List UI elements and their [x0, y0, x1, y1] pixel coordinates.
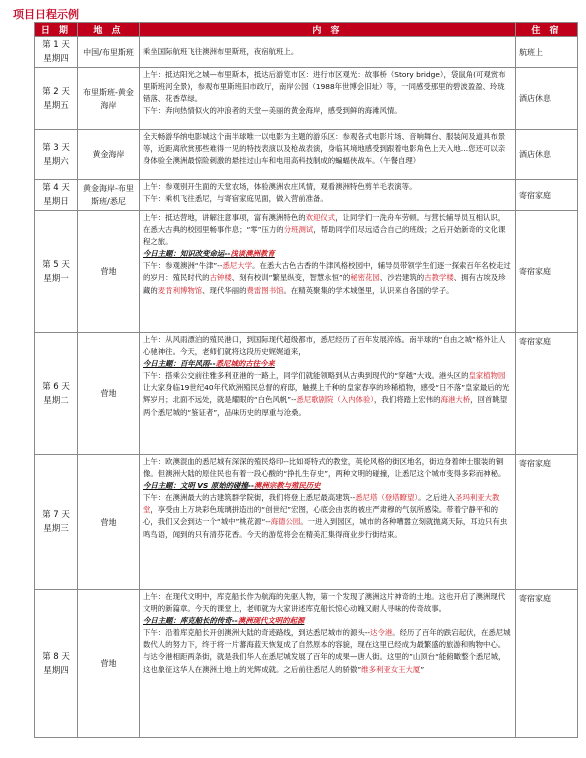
daily-theme: [143, 480, 512, 492]
highlight-text: 麦肯利博物馆: [157, 285, 203, 295]
theme-highlight: 澳洲宗教与殖民历史: [254, 481, 321, 491]
location-cell: 中国/布里斯班: [78, 37, 140, 68]
location-cell: 黄金海岸-布里斯班/悉尼: [78, 180, 140, 211]
content-paragraph: 上午：抵达阳光之城—布里斯本，抵达后游览市区：进行市区观光：故事桥（Story bridge），袋鼠角(可观赏布里斯班河全景)，参观布里斯班旧市政厅，南岸公园（1988年世博会旧址）等，一同感受那里的碧波盈盈、玲珑错落、花香草绿。: [143, 70, 506, 104]
content-paragraph: [143, 492, 512, 540]
weekday: 星期二: [43, 395, 69, 406]
text-span: 、沙岩建筑的: [379, 273, 425, 283]
content-cell: [140, 180, 516, 211]
content-paragraph: 下午：奔向热情似火的冲浪者的天堂—美丽的黄金海岸，感受到鲜的海滩风情。: [143, 106, 402, 116]
content-paragraph: 上午：参观别开生面的天堂农场，体验澳洲农庄风情，观看澳洲特色剪羊毛表演等。: [143, 182, 417, 191]
theme-highlight: 悉尼城的古往今来: [215, 359, 275, 369]
content-paragraph: [143, 370, 512, 418]
content-paragraph: 下午：乘机飞往悉尼，与寄宿家庭见面，做入营前准备。: [143, 194, 328, 204]
content-cell: [140, 455, 516, 590]
text-span: ，享受由上万块彩色琉璃拼造出的“创世纪”宏图，心底会由衷的被庄严肃穆的气氛所感染。带着宁静平和的心，我们又会到达一个“城中”桃花源“--: [143, 505, 499, 527]
content-cell: [140, 130, 516, 180]
text-span: 下午：沿着库克船长开创澳洲大陆的奇迹路线，到达悉尼城市的源头--: [143, 628, 371, 638]
weekday: 星期一: [43, 273, 69, 284]
text-span: ，回首眺望两个悉尼城的“鉴证者”，品味历史的厚重与沧桑。: [143, 395, 508, 417]
content-paragraph: 乘坐国际航班飞往澳洲布里斯班，夜宿航班上。: [143, 46, 299, 56]
highlight-text: 欢迎仪式: [305, 213, 336, 222]
content-cell: [140, 211, 516, 333]
table-row: [35, 68, 578, 130]
day-number: 第 7 天: [42, 510, 70, 520]
daily-theme: [143, 615, 512, 627]
highlight-text: 分班测试: [283, 225, 314, 235]
content-paragraph: 上午：在现代文明中，库克船长作为航海的先驱人物，第一个发现了澳洲这片神奇的土地。这也开启了澳洲现代文明的新篇章。今天的课堂上，老师就为大家讲述库克船长惊心动魄又耐人寻味的传奇故事。: [143, 592, 506, 614]
text-span: 。在精英聚集的学术城堡里，认识来自各国的学子。: [283, 285, 454, 295]
theme-highlight: 澳洲现代文明的起源: [237, 616, 305, 626]
content-cell: [140, 37, 516, 68]
day-number: 第 4 天: [42, 183, 70, 193]
highlight-text: 圣玛利亚大教堂: [143, 493, 500, 515]
theme-highlight: 浅谈澳洲教育: [230, 249, 275, 259]
location-cell: 营地: [78, 590, 140, 738]
day-number: 第 3 天: [42, 142, 70, 153]
stay-cell: 寄宿家庭: [516, 211, 578, 333]
content-paragraph: [143, 260, 512, 296]
content-cell: [140, 333, 516, 455]
daily-theme: [143, 358, 512, 370]
table-row: [35, 37, 578, 68]
table-row: [35, 130, 578, 180]
page-title: 项目日程示例: [13, 8, 79, 21]
day-cell: [35, 68, 78, 130]
schedule-table: [34, 22, 578, 738]
day-cell: [35, 211, 78, 333]
theme-separator: --: [224, 249, 231, 259]
text-span: 。一进入到园区，城市的各种嘈嚣立刻就抛离天际，耳边只有虫鸣鸟语，闻到的只有清芬花香。今天的游览将会在精美汇集得商业步行街结束。: [143, 517, 508, 539]
highlight-text: 悉尼塔（登塔瞭望）: [355, 493, 419, 503]
text-span: ，让同学们一洗舟车劳顿。与营长辅导员互相认识，在悉大古典的校园里畅事作息；“零”压力的: [143, 213, 506, 235]
stay-cell: 航班上: [516, 37, 578, 68]
weekday: 星期五: [43, 100, 69, 111]
stay-cell: 酒店休息: [516, 68, 578, 130]
content-paragraph: 全天畅游华纳电影城这个南半球唯一以电影为主题的游乐区：参观各式电影片场、音响舞台、服装间及道具布景等，近距离欣赏那些难得一见的特技表演以及枪战表演，身临其境地感受到跟着电影角色上天入地…您还可以亲身体验全澳洲最惊险刺激的悬挂过山车和电用高科技制成的蝙蝠侠战车。（午餐自理）: [143, 132, 506, 166]
weekday: 星期四: [43, 54, 69, 64]
day-cell: [35, 180, 78, 211]
content-paragraph: [143, 627, 512, 675]
location-cell: 营地: [78, 333, 140, 455]
highlight-text: 费雷图书馆: [246, 285, 284, 295]
weekday: 星期三: [43, 524, 69, 534]
table-row: [35, 455, 578, 590]
header-row: [35, 23, 578, 37]
day-number: 第 1 天: [42, 40, 70, 50]
daily-theme: [143, 248, 512, 260]
content-cell: [140, 68, 516, 130]
day-cell: [35, 455, 78, 590]
highlight-text: 悉尼大学: [222, 261, 253, 271]
day-cell: [35, 37, 78, 68]
text-span: 上午：抵达营地，讲解注意事项，富有澳洲特色的: [143, 213, 306, 222]
highlight-text: 海港大桥: [440, 395, 471, 405]
highlight-text: 维多利亚女王大厦: [361, 664, 421, 674]
text-span: 、现代华丽的: [202, 285, 247, 295]
content-paragraph: 上午：欧澳混血的悉尼城有深深的殖民烙印--比如哥特式的教堂，英伦风格的街区地名，街边身着绅士服装的铜像。但澳洲大陆的原住民也有着一段心酸的“挣扎生存史”，两种文明的碰撞，让悉尼这个城市变得多彩而神秘。: [143, 457, 506, 479]
theme-label: 今日主题：文明 VS 原始的碰撞: [143, 481, 248, 491]
location-cell: 营地: [78, 211, 140, 333]
highlight-text: 古教学楼: [424, 273, 454, 283]
day-cell: [35, 130, 78, 180]
theme-label: 今日主题：百年风雨: [143, 359, 210, 369]
stay-cell: 酒店休息: [516, 130, 578, 180]
day-number: 第 2 天: [42, 86, 70, 97]
location-cell: 布里斯班-黄金海岸: [78, 68, 140, 130]
content-cell: [140, 590, 516, 738]
text-span: 、刻有校训“繁星纵变，智慧永恒”的: [231, 273, 351, 283]
day-number: 第 6 天: [42, 381, 70, 392]
stay-cell: 寄宿家庭: [516, 333, 578, 455]
highlight-text: 海德公园: [270, 517, 301, 527]
content-paragraph: 上午：从风雨漂泊的殖民港口，到国际现代超级都市，悉尼经历了百年发展淬炼。南半球的“自由之城”格外让人心驰神往。今天，老师们就将这段历史娓娓道来，: [143, 335, 506, 357]
theme-separator: --: [209, 359, 216, 369]
header-stay: 住 宿: [516, 23, 578, 37]
content-paragraph: [143, 212, 512, 248]
stay-cell: 寄宿家庭: [516, 455, 578, 590]
highlight-text: 达令港: [370, 628, 393, 638]
highlight-text: 悉尼歌剧院（入内体验）: [296, 395, 375, 405]
stay-cell: 寄宿家庭: [516, 180, 578, 211]
theme-label: 今日主题：知识改变命运: [143, 249, 225, 259]
table-row: [35, 180, 578, 211]
text-span: 、拥有古埃及珍藏的: [143, 273, 506, 295]
text-span: ，我们将踏上宏伟的: [374, 395, 441, 405]
header-location: 地 点: [78, 23, 140, 37]
table-row: [35, 590, 578, 738]
table-row: [35, 211, 578, 333]
weekday: 星期日: [43, 197, 69, 207]
theme-label: 今日主题：库克船长的传奇: [143, 616, 232, 626]
text-span: 。在悉大古色古香的牛津风格校园中，辅导员带领学生们逐一探索百年名校走过的岁月：殖民时代的: [143, 261, 511, 283]
weekday: 星期六: [43, 156, 69, 167]
text-span: 下午：在澳洲最大的古建筑群学院街，我们将登上悉尼最高建筑--: [143, 493, 356, 503]
day-cell: [35, 333, 78, 455]
text-span: ，帮助同学们尽远适合自己的班级；之后开始新奇的文化课程之旅。: [143, 225, 506, 247]
text-span: 下午：参观澳洲“牛津”--: [143, 261, 223, 271]
text-span: 让大家身临19世纪40年代欧洲殖民总督的府邸，触摸上千种的皇家春享的珍稀植物，感受“日不落”皇家最后的光辉岁月；北面不远处，就是耀眼的“白色风帆”--: [143, 383, 510, 405]
theme-separator: --: [231, 616, 238, 626]
day-number: 第 8 天: [42, 651, 70, 662]
stay-cell: 寄宿家庭: [516, 590, 578, 738]
day-cell: [35, 590, 78, 738]
text-span: ”: [420, 664, 425, 674]
header-day: 日 期: [35, 23, 78, 37]
location-cell: 营地: [78, 455, 140, 590]
highlight-text: 皇家植物园: [468, 371, 506, 381]
theme-separator: --: [247, 481, 255, 491]
weekday: 星期四: [43, 665, 69, 676]
highlight-text: 古钟楼: [209, 273, 232, 283]
location-cell: 黄金海岸: [78, 130, 140, 180]
text-span: 下午：搭乘公交前往雅多利亚港的一路上，同学们就能领略到从古典到现代的“穿越”大戏。港头区的: [143, 371, 469, 381]
text-span: 。之后进入: [418, 493, 456, 503]
highlight-text: 秘密花园: [350, 273, 380, 283]
day-number: 第 5 天: [42, 259, 70, 270]
header-content: 内 容: [140, 23, 516, 37]
table-row: [35, 333, 578, 455]
text-span: 。经历了百年的跌宕起伏，在悉尼城数代人的努力下，终于将一片蕃海蓝天恢复成了自然原本的容貌，现在这里已经成为最繁盛的旅游和购物中心。与达令港相距两条街，就是我们华人在悉尼城发展了百年的成果—唐人街。这里的”山顶台“能俯瞰整个悉尼城，这也象征这华人在澳洲土地上的光辉成就。之后前往悉尼人的骄傲”: [143, 628, 511, 674]
